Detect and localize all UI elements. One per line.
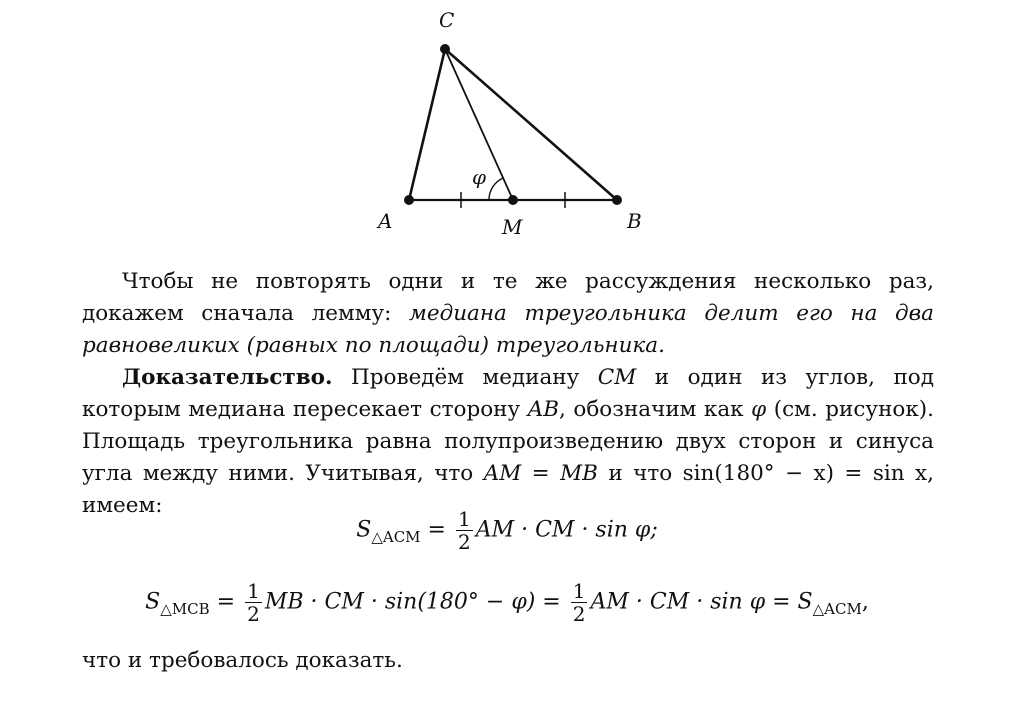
point-M bbox=[508, 195, 518, 205]
eq2-end: , bbox=[861, 589, 869, 615]
point-A bbox=[404, 195, 414, 205]
proof-text-4: (см. рисунок). Площадь треугольника равна полупроизведению двух сторон и синуса угла между ними. Учитывая, что bbox=[82, 397, 934, 486]
proof-text-5: и что bbox=[597, 461, 683, 486]
eq2-fraction-1 bbox=[245, 580, 262, 625]
math-phi: φ bbox=[751, 397, 767, 422]
label-B: B bbox=[627, 209, 642, 233]
proof-text-1: Проведём медиану bbox=[332, 365, 598, 390]
eq2-frac1-num: 1 bbox=[247, 579, 260, 603]
eq1-frac-num: 1 bbox=[457, 507, 471, 531]
eq1-fraction bbox=[456, 508, 473, 553]
math-AM-eq-MB: AM = MB bbox=[483, 461, 598, 486]
label-C: C bbox=[439, 8, 455, 32]
segment-CB bbox=[445, 49, 617, 200]
eq1-lhs-sub: △ACM bbox=[371, 527, 421, 546]
label-A: A bbox=[378, 209, 393, 233]
proof-text-6: , имеем: bbox=[82, 461, 934, 518]
eq1-rhs: AM · CM · sin φ; bbox=[475, 517, 658, 543]
segment-AC bbox=[409, 49, 445, 200]
lemma-intro: Чтобы не повторять одни и те же рассуждения несколько раз, докажем сначала лемму: bbox=[82, 269, 934, 326]
lemma-paragraph bbox=[82, 266, 934, 362]
math-AB: AB bbox=[527, 397, 560, 422]
math-sin-identity: sin(180° − x) = sin x bbox=[682, 461, 928, 486]
eq2-frac1-den: 2 bbox=[247, 602, 260, 626]
eq2-rhs: AM · CM · sin φ = S bbox=[590, 589, 813, 615]
point-B bbox=[612, 195, 622, 205]
label-M: M bbox=[502, 215, 523, 239]
triangle-figure bbox=[0, 0, 1014, 260]
proof-heading: Доказательство. bbox=[122, 365, 333, 390]
eq2-frac2-den: 2 bbox=[572, 602, 586, 626]
eq2-rhs-sub: △ACM bbox=[812, 599, 862, 618]
equation-area-ACM bbox=[0, 508, 1014, 553]
eq2-lhs-sub: △MCB bbox=[160, 599, 210, 618]
lemma-statement: медиана треугольника делит его на два равновеликих (равных по площади) треугольника. bbox=[82, 301, 935, 358]
math-CM: CM bbox=[597, 365, 637, 390]
point-C bbox=[440, 44, 450, 54]
eq1-equals: = bbox=[420, 517, 453, 543]
angle-arc-phi bbox=[489, 178, 503, 200]
proof-paragraph bbox=[82, 362, 934, 522]
label-phi: φ bbox=[472, 165, 487, 189]
eq2-equals: = bbox=[209, 589, 243, 615]
proof-text-2: и один из углов, под которым медиана пересекает сторону bbox=[82, 365, 934, 422]
equation-area-MCB bbox=[0, 580, 1014, 625]
eq2-middle: MB · CM · sin(180° − φ) = bbox=[264, 589, 568, 615]
conclusion-text: что и требовалось доказать. bbox=[82, 648, 403, 673]
eq1-lhs: S bbox=[356, 517, 372, 543]
proof-text-3: , обозначим как bbox=[559, 397, 752, 422]
eq2-fraction-2 bbox=[571, 580, 588, 625]
eq2-lhs: S bbox=[145, 589, 161, 615]
eq2-frac2-num: 1 bbox=[572, 579, 586, 603]
eq1-frac-den: 2 bbox=[457, 530, 471, 554]
